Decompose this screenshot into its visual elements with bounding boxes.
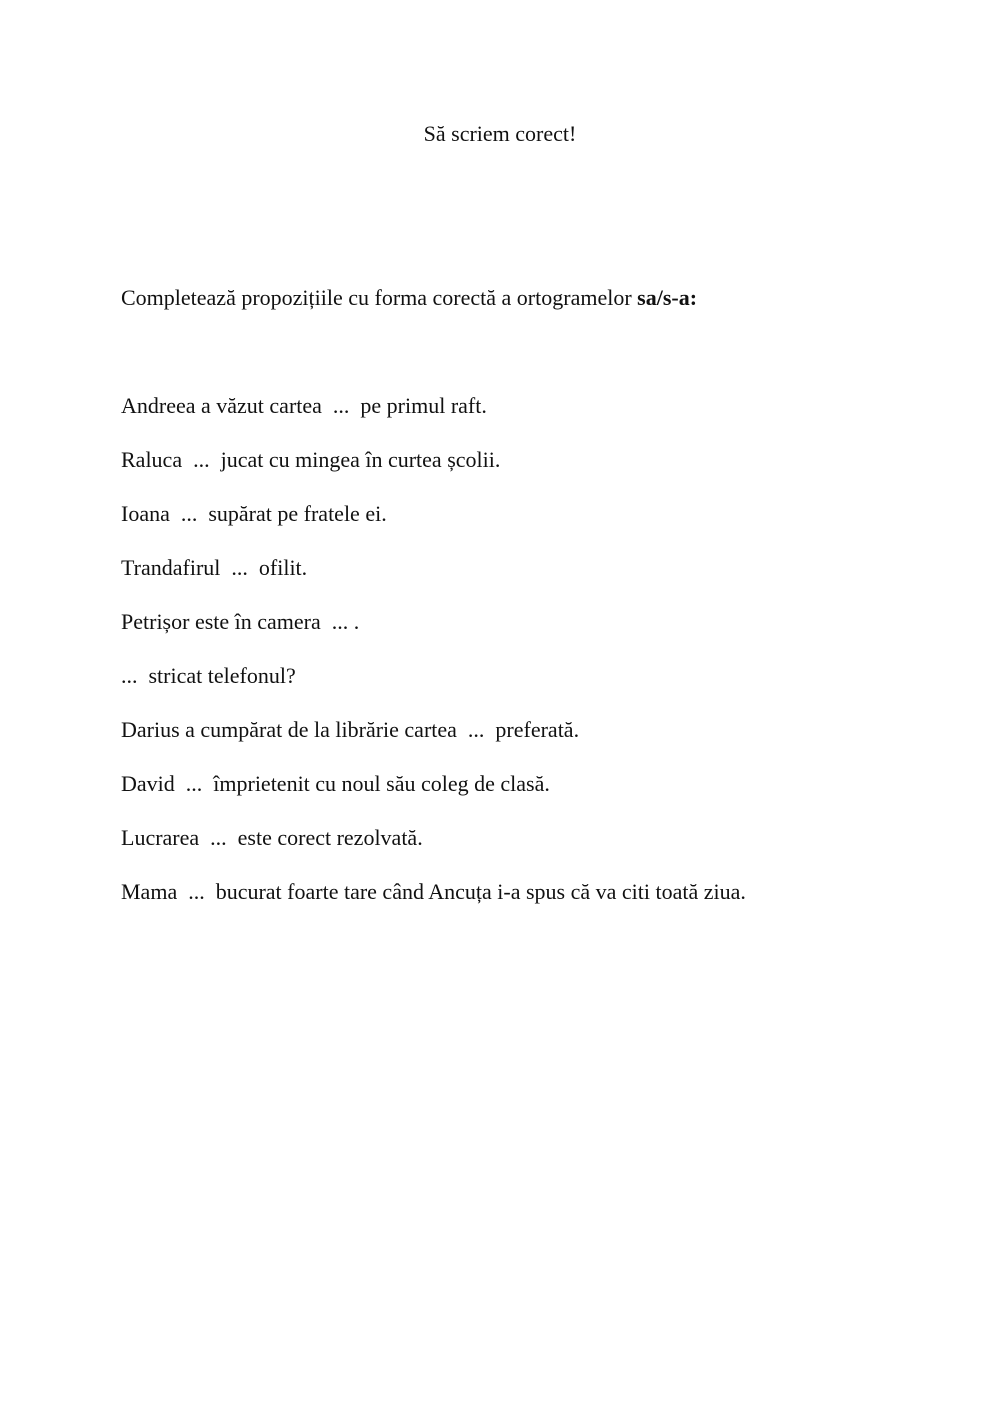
sentence-item: Raluca ... jucat cu mingea în curtea școlii. (121, 447, 501, 472)
sentence-item: ... stricat telefonul? (121, 663, 296, 688)
sentence-item: Darius a cumpărat de la librărie cartea ... preferată. (121, 717, 580, 742)
instruction-orthogram: sa/s-a: (637, 285, 698, 310)
sentence-item: Lucrarea ... este corect rezolvată. (121, 825, 423, 850)
sentence-list (121, 392, 746, 932)
sentence-item: Mama ... bucurat foarte tare când Ancuța i-a spus că va citi toată ziua. (121, 879, 746, 904)
sentence-item: Andreea a văzut cartea ... pe primul raft. (121, 393, 487, 418)
sentence-item: David ... împrietenit cu noul său coleg de clasă. (121, 771, 550, 796)
page-title: Să scriem corect! (423, 121, 577, 146)
sentence-item: Ioana ... supărat pe fratele ei. (121, 501, 387, 526)
instruction-main: Completează propozițiile cu forma corectă a ortogramelor (121, 285, 638, 310)
instruction-text (121, 284, 697, 312)
sentence-item: Petrișor este în camera ... . (121, 609, 360, 634)
sentence-item: Trandafirul ... ofilit. (121, 555, 308, 580)
